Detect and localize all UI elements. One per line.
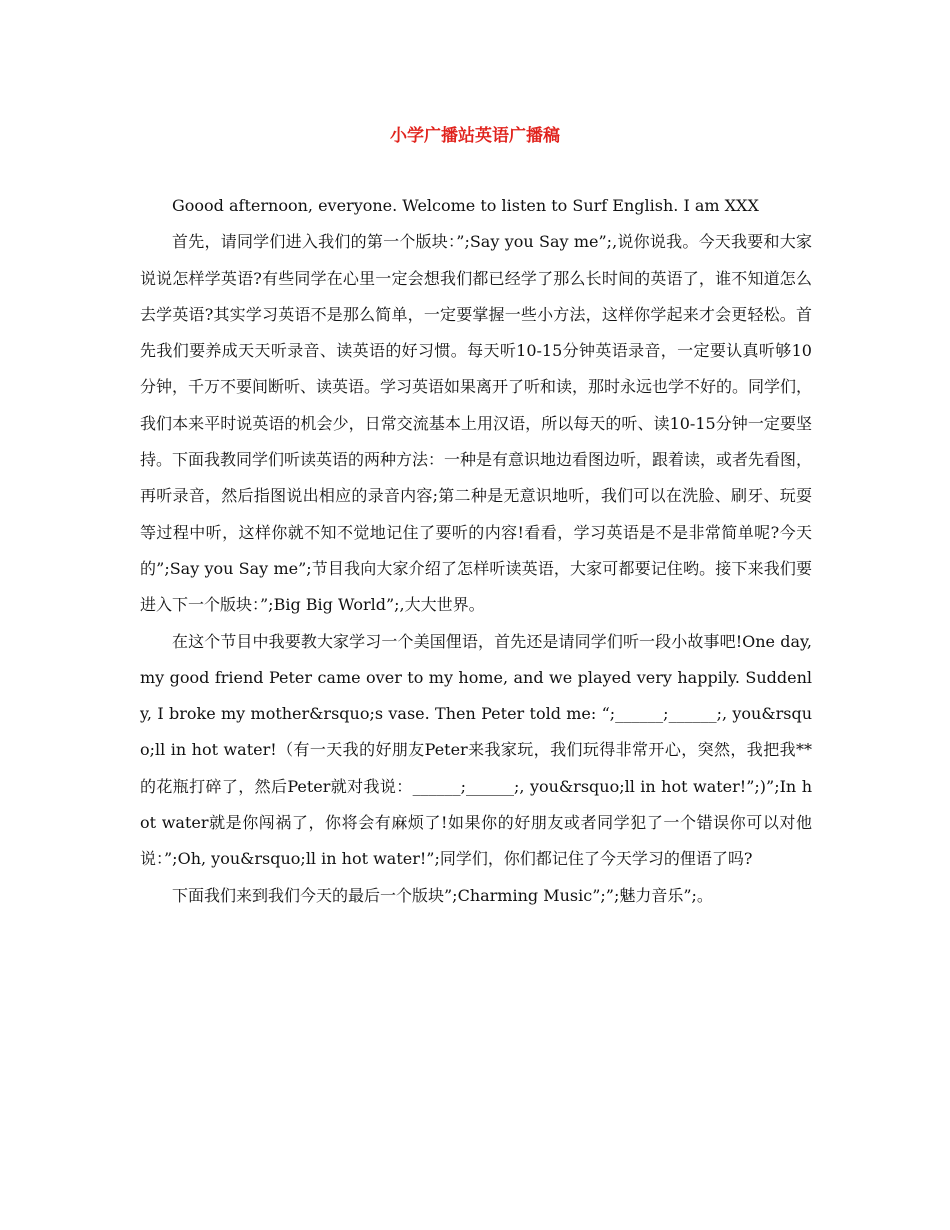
paragraph-big-big-world: 在这个节目中我要教大家学习一个美国俚语，首先还是请同学们听一段小故事吧!One day, my good friend Peter came over to my home, and we played very happily. Suddenly, I broke my mother&rsquo;s vase. Then Peter told me: “;______;______;, you&rsquo;ll in hot water!（有一天我的好朋友Peter来我家玩，我们玩得非常开心，突然，我把我**的花瓶打碎了，然后Peter就对我说：______;______;, you&rsquo;ll in hot water!”;)”;In hot water就是你闯祸了，你将会有麻烦了!如果你的好朋友或者同学犯了一个错误你可以对他说：”;Oh, you&rsquo;ll in hot water!”;同学们，你们都记住了今天学习的俚语了吗? — [140, 631, 812, 869]
paragraph-charming-music: 下面我们来到我们今天的最后一个版块”;Charming Music”;”;魅力音乐”;。 — [172, 885, 713, 905]
paragraph-greeting: Goood afternoon, everyone. Welcome to listen to Surf English. I am XXX — [172, 196, 759, 215]
document-body — [140, 188, 812, 914]
paragraph-say-you-say-me: 首先，请同学们进入我们的第一个版块：”;Say you Say me”;,说你说我。今天我要和大家说说怎样学英语?有些同学在心里一定会想我们都已经学了那么长时间的英语了，谁不知道怎么去学英语?其实学习英语不是那么简单，一定要掌握一些小方法，这样你学起来才会更轻松。首先我们要养成天天听录音、读英语的好习惯。每天听10-15分钟英语录音，一定要认真听够10分钟，千万不要间断听、读英语。学习英语如果离开了听和读，那时永远也学不好的。同学们，我们本来平时说英语的机会少，日常交流基本上用汉语，所以每天的听、读10-15分钟一定要坚持。下面我教同学们听读英语的两种方法：一种是有意识地边看图边听，跟着读，或者先看图，再听录音，然后指图说出相应的录音内容;第二种是无意识地听，我们可以在洗脸、刷牙、玩耍等过程中听，这样你就不知不觉地记住了要听的内容!看看，学习英语是不是非常简单呢?今天的”;Say you Say me”;节目我向大家介绍了怎样听读英语，大家可都要记住哟。接下来我们要进入下一个版块：”;Big Big World”;,大大世界。 — [140, 232, 813, 615]
document-title: 小学广播站英语广播稿 — [390, 126, 560, 146]
